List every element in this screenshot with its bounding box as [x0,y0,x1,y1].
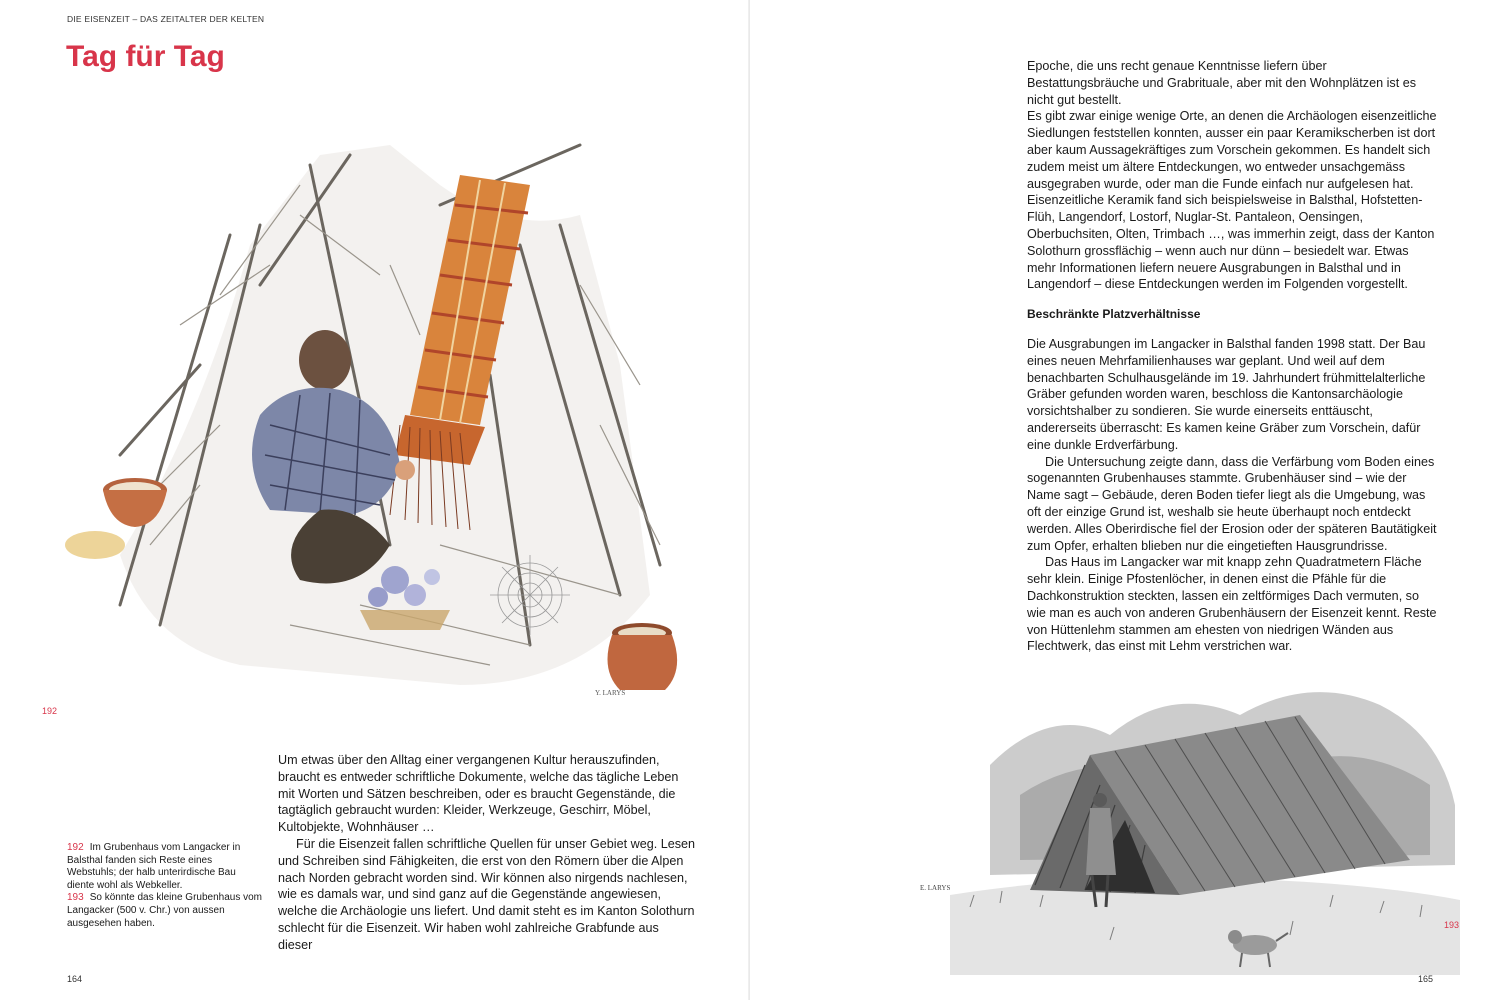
right-body-section [1027,306,1437,655]
figure-captions [67,842,263,930]
paragraph: Epoche, die uns recht genaue Kenntnisse liefern über Bestattungsbräuche und Grabrituale, aber mit den Wohnplätzen ist es nicht gut bestellt. [1027,59,1417,107]
left-body-column [278,752,696,954]
paragraph: Das Haus im Langacker war mit knapp zehn Quadratmetern Fläche sehr klein. Einige Pfostenlöcher, in denen einst die Pfähle für die Dachkonstruktion steckten, lassen ein zeltförmiges Dach vermuten, so wie man es auch von anderen Grubenhäusern der Eisenzeit kennt. Reste von Hüttenlehm stammen am ehesten von niedrigen Wänden aus Flechtwerk, das einst mit Lehm verstrichen war. [1027,555,1437,654]
paragraph: Es gibt zwar einige wenige Orte, an denen die Archäologen eisenzeitliche Siedlungen feststellen konnten, ausser ein paar Keramikscherben ist dort aber kaum Aussagekräftiges zum Vorschein gekommen. Es handelt sich zudem meist um ältere Entdeckungen, wo entweder unsachgemäss ausgegraben wurde, oder man die Funde einfach nur aufgelesen hat. Eisenzeitliche Keramik fand sich beispielsweise in Balsthal, Hofstetten-Flüh, Langendorf, Lostorf, Nuglar-St. Pantaleon, Oensingen, Oberbuchsiten, Olten, Trimbach …, was immerhin zeigt, dass der Kanton Solothurn grossflächig – wenn auch nur dünn – besiedelt war. Etwas mehr Informationen liefern neuere Ausgrabungen in Balsthal und in Langendorf – diese Entdeckungen werden im Folgenden vorgestellt. [1027,109,1437,292]
illustrator-signature: Y. LARYS [595,689,626,697]
right-body-column-top [1027,58,1437,293]
caption-number: 193 [67,892,84,904]
caption-193 [67,892,263,930]
paragraph: Um etwas über den Alltag einer vergangenen Kultur herauszufinden, braucht es entweder schriftliche Dokumente, welche das tägliche Leben mit Worten und Sätzen beschreiben, oder es braucht Gegenstände, die tagtäglich gebraucht wurden: Kleider, Werkzeuge, Geschirr, Möbel, Kultobjekte, Wohnhäuser … [278,753,679,835]
figure-number-192: 192 [42,706,58,716]
pit-house-illustration [910,645,1470,985]
page-title: Tag für Tag [66,40,225,73]
weaver-illustration [60,125,700,700]
paragraph: Die Ausgrabungen im Langacker in Balsthal fanden 1998 statt. Der Bau eines neuen Mehrfamilienhauses war geplant. Und weil auf dem benachbarten Schulhausgelände im 19. Jahrhundert frühmittelalterliche Gräber gefunden worden waren, beschloss die Kantonsarchäologie vorsichtshalber zu sondieren. Sie wurde einerseits enttäuscht, andererseits überrascht: Es kamen keine Gräber zum Vorschein, dafür eine dunkle Erdverfärbung. [1027,337,1426,452]
figure-193-pit-house-illustration [910,645,1470,985]
figure-192-weaver-illustration [60,125,700,700]
section-heading: Beschränkte Platzverhältnisse [1027,307,1201,321]
caption-text: Im Grubenhaus vom Langacker in Balsthal fanden sich Reste eines Webstuhls; der halb unterirdische Bau diente wohl als Webkeller. [67,842,241,891]
page-number-right: 165 [1418,974,1434,984]
running-head: DIE EISENZEIT – DAS ZEITALTER DER KELTEN [67,14,265,24]
figure-number-193: 193 [1444,920,1460,930]
illustrator-signature: E. LARYS [920,884,951,892]
spider-web [490,555,570,635]
ground [950,877,1460,975]
caption-192 [67,842,263,892]
paragraph: Die Untersuchung zeigte dann, dass die Verfärbung vom Boden eines sogenannten Grubenhauses stammte. Grubenhäuser sind – wie der Name sagt – Gebäude, deren Boden tiefer liegt als die Umgebung, was oft der einzige Grund ist, weshalb sie heute überhaupt noch entdeckt werden. Alles Oberirdische fiel der Erosion oder der späteren Bautätigkeit zum Opfer, erhalten blieben nur die eingetieften Hausgrundrisse. [1027,454,1437,553]
clay-pot [608,623,678,690]
page-number-left: 164 [67,974,83,984]
caption-text: So könnte das kleine Grubenhaus vom Langacker (500 v. Chr.) von aussen ausgesehen haben. [67,892,263,929]
caption-number: 192 [67,842,84,853]
paragraph: Für die Eisenzeit fallen schriftliche Quellen für unser Gebiet weg. Lesen und Schreiben sind Fähigkeiten, die erst von den Römern über die Alpen nach Norden gebracht worden sind. Wir können also nirgends nachlesen, wie es damals war, und sind ganz auf die Gegenstände angewiesen, welche die Archäologie uns liefert. Und damit steht es im Kanton Solothurn schlecht für die Eisenzeit. Wir haben wohl zahlreiche Grabfunde aus dieser [278,836,696,952]
